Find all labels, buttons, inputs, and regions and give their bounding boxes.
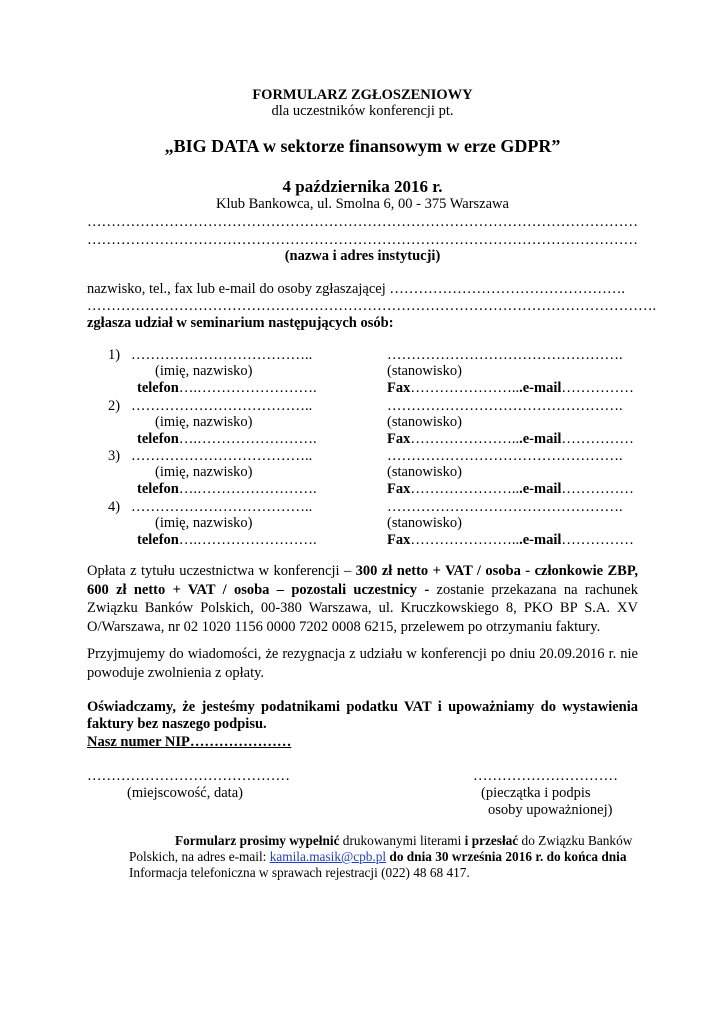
participant-position-label: (stanowisko) (387, 464, 462, 480)
participant-fax-label: Fax (387, 431, 411, 447)
participant-fax-label: Fax (387, 380, 411, 396)
participant-number: 4) (108, 499, 121, 515)
participant-fax-email-row (387, 481, 634, 498)
place-date-field[interactable]: …………………………………… (87, 768, 290, 784)
fee-amounts: 300 zł netto + VAT / osoba - członkowie ZBP, 600 zł netto + VAT / osoba – pozostali uczestnicy - (87, 563, 638, 598)
footer-fill-instruction: Formularz prosimy wypełnić (175, 833, 340, 848)
participant-position-field[interactable]: …………………………………………. (387, 448, 623, 464)
participant-email-label: .e-mail (519, 532, 562, 548)
participant-fax-label: Fax (387, 532, 411, 548)
participant-email-label: .e-mail (519, 481, 562, 497)
form-title: FORMULARZ ZGŁOSZENIOWY (252, 87, 473, 103)
footer-send-instruction: i przesłać (464, 833, 519, 848)
place-date-label: (miejscowość, data) (127, 785, 243, 801)
participant-phone-label: telefon (137, 481, 179, 497)
participant-name-label: (imię, nazwisko) (155, 515, 253, 531)
participant-phone-field[interactable]: ….……………………. (178, 431, 317, 447)
conference-venue: Klub Bankowca, ul. Smolna 6, 00 - 375 Warszawa (216, 196, 509, 212)
applicant-contact-field[interactable]: nazwisko, tel., fax lub e-mail do osoby zgłaszającej …………………………………………. (87, 281, 626, 297)
nip-field[interactable]: Nasz numer NIP………………… (87, 734, 292, 750)
participant-name-field[interactable]: ……………………………….. (131, 499, 313, 515)
participant-position-label: (stanowisko) (387, 515, 462, 531)
footer-phone-info: Informacja telefoniczna w sprawach rejestracji (022) 48 68 417. (129, 865, 470, 880)
participant-name-field[interactable]: ……………………………….. (131, 398, 313, 414)
conference-title: „BIG DATA w sektorze finansowym w erze GDPR” (164, 136, 561, 156)
participant-email-label: .e-mail (519, 431, 562, 447)
participant-phone-field[interactable]: ….……………………. (178, 481, 317, 497)
participant-name-field[interactable]: ……………………………….. (131, 347, 313, 363)
participant-phone-row (137, 481, 317, 498)
participant-phone-field[interactable]: ….……………………. (178, 532, 317, 548)
participant-position-field[interactable]: …………………………………………. (387, 499, 623, 515)
footer-text: drukowanymi literami (339, 833, 465, 848)
participant-position-field[interactable]: …………………………………………. (387, 398, 623, 414)
participant-phone-label: telefon (137, 380, 179, 396)
participant-fax-email-row (387, 380, 634, 397)
participant-name-field[interactable]: ……………………………….. (131, 448, 313, 464)
applicant-line[interactable]: ………………………………………………………………………………………………………. (87, 298, 657, 314)
participant-email-label: .e-mail (519, 380, 562, 396)
form-subtitle: dla uczestników konferencji pt. (271, 103, 454, 119)
participant-fax-field[interactable]: ………………….. (410, 481, 520, 497)
participant-phone-row (137, 380, 317, 397)
participants-declaration: zgłasza udział w seminarium następujących osób: (87, 315, 394, 331)
participant-email-field[interactable]: …………… (561, 481, 634, 497)
footer-line-2 (129, 849, 626, 864)
resignation-paragraph: Przyjmujemy do wiadomości, że rezygnacja z udziału w konferencji po dniu 20.09.2016 r. nie powoduje zwolnienia z opłaty. (87, 646, 638, 681)
vat-statement: Oświadczamy, że jesteśmy podatnikami podatku VAT i upoważniamy do wystawienia faktury bez naszego podpisu. (87, 699, 638, 732)
participant-name-label: (imię, nazwisko) (155, 363, 253, 379)
fee-text-intro: Opłata z tytułu uczestnictwa w konferencji – (87, 563, 356, 579)
footer-text: do Związku Banków (518, 833, 633, 848)
participant-phone-label: telefon (137, 431, 179, 447)
participant-name-label: (imię, nazwisko) (155, 414, 253, 430)
participant-name-label: (imię, nazwisko) (155, 464, 253, 480)
stamp-signature-label-2: osoby upoważnionej) (488, 802, 613, 818)
footer-text: Polskich, na adres e-mail: (129, 849, 270, 864)
participant-fax-field[interactable]: ………………….. (410, 532, 520, 548)
footer-deadline: do dnia 30 września 2016 r. do końca dnia (386, 849, 627, 864)
participant-email-field[interactable]: …………… (561, 380, 634, 396)
stamp-signature-label: (pieczątka i podpis (481, 785, 591, 801)
participant-position-label: (stanowisko) (387, 414, 462, 430)
participant-phone-label: telefon (137, 532, 179, 548)
institution-line-2[interactable]: …………………………………………………………………………………………………… (87, 232, 638, 248)
contact-email-link[interactable]: kamila.masik@cpb.pl (269, 849, 387, 864)
institution-label: (nazwa i adres instytucji) (284, 248, 441, 264)
participant-phone-row (137, 532, 317, 549)
participant-email-field[interactable]: …………… (561, 532, 634, 548)
participant-fax-email-row (387, 431, 634, 448)
participant-position-label: (stanowisko) (387, 363, 462, 379)
participant-phone-field[interactable]: ….……………………. (178, 380, 317, 396)
participant-fax-email-row (387, 532, 634, 549)
fee-text-payment: zostanie przekazana na rachunek Związku Banków Polskich, 00-380 Warszawa, ul. Kruczkowskiego 8, PKO BP S.A. XV O/Warszawa, nr 02 1020 1156 0000 7202 0008 6215, przelewem po otrzymaniu faktury. (87, 581, 638, 635)
participant-number: 3) (108, 448, 121, 464)
participant-email-field[interactable]: …………… (561, 431, 634, 447)
participant-fax-label: Fax (387, 481, 411, 497)
fee-paragraph (87, 562, 638, 636)
footer-line-1 (175, 833, 632, 848)
participant-number: 1) (108, 347, 121, 363)
institution-line-1[interactable]: …………………………………………………………………………………………………… (87, 214, 638, 230)
participant-position-field[interactable]: …………………………………………. (387, 347, 623, 363)
conference-date: 4 października 2016 r. (282, 177, 443, 196)
participant-phone-row (137, 431, 317, 448)
participant-number: 2) (108, 398, 121, 414)
participant-fax-field[interactable]: ………………….. (410, 380, 520, 396)
participant-fax-field[interactable]: ………………….. (410, 431, 520, 447)
stamp-signature-field[interactable]: ………………………… (473, 768, 618, 784)
